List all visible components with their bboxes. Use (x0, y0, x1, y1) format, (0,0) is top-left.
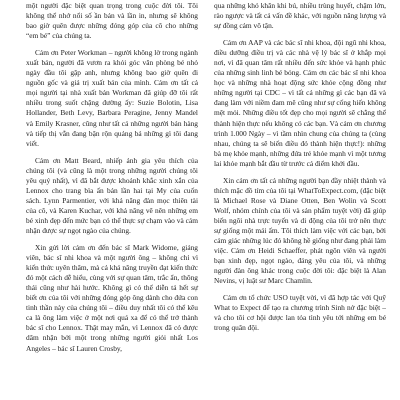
right-column (214, 1, 386, 400)
paragraph: Xin gửi lời cảm ơn đến bác sĩ Mark Widome, giảng viên, bác sĩ nhi khoa và một người ông – không chỉ vì kiến thức uyên thâm, mà cả khả năng truyền đạt kiến thức đó một cách dễ hiểu, cùng với sự quan tâm, trắc ẩn, thông thái cũng như hài hước. Không gì có thể diễn tả hết sự biết ơn của tôi với những đóng góp ông dành cho đứa con tinh thần này của chúng tôi – điều duy nhất tôi có thể kêu ca là ông làm việc ở một nơi quá xa để có thể trở thành bác sĩ cho Lennox. Thật may mắn, vì Lennox đã có được dâm nhận bởi một trong những người giỏi nhất Los Angeles – bác sĩ Lauren Crosby, (26, 243, 198, 353)
paragraph: Cảm ơn Peter Workman – người không lờ trong ngành xuất bản, người đã vươn ra khỏi góc văn phòng bé nhỏ ngày đầu tôi gặp anh, nhưng không bao giờ quên đi nguồn gốc và giá trị xuất bản của mình. Cảm ơn tất cả mọi người tại nhà xuất bản Workman đã giúp đỡ tôi rất nhiều trong suốt chặng đường ấy: Suzie Bolotin, Lisa Hollander, Beth Levy, Barbara Peragine, Jenny Mandel và Emily Krasner, cũng như tất cả những người bán hàng và tiếp thị vẫn đang bận rộn quảng bá những gì tôi đang viết. (26, 48, 198, 148)
paragraph: Xin cảm ơn tất cả những người bạn đầy nhiệt thành và thích mặc đồ tím của tôi tại WhatToExpect.com, (đặc biệt là Michael Rose và Diane Otten, Ben Wolin và Scott Wolf, nhóm chính của tôi và sản phẩm tuyệt vời) đã giúp biến ngôi nhà trực tuyến và di động của tôi trở nên thực sự giống một mái ấm. Tôi thích làm việc với các bạn, bởi cảm giác những lúc đó không hề giống như đang phải làm việc. Cảm ơn Heidi Schaeffer, phát ngôn viên và người bạn xinh đẹp, ngọt ngào, đáng yêu của tôi, và những người đàn ông khác trong cuộc đời tôi: đặc biệt là Alan Nevins, vị luật sư Marc Chamlin. (214, 175, 387, 286)
paragraph: Cảm ơn AAP và các bác sĩ nhi khoa, đội ngũ nhi khoa, điều dưỡng điều trị và các nhà vệ lý bác sĩ ở khắp mọi nơi, vì đã quan tâm rất nhiều đến sức khỏe và hạnh phúc của những sinh linh bé bỏng. Cảm ơn các bác sĩ nhi khoa học và những nhà hoạt động sức khỏe cộng đồng như những người tại CDC – vì tất cả những gì các bạn đã và đang làm với niềm đam mê cũng như sự cống hiến không mệt mỏi. Những điều tốt đẹp cho mọi người sẽ chẳng thể thành hiện thực nếu không có các bạn. Và cảm ơn chương trình 1.000 Ngày – vì tầm nhìn chung của chúng ta (cùng nhau, chúng ta sẽ biến điều đó thành hiện thực!): những bà mẹ khỏe mạnh, những đứa trẻ khỏe mạnh vì một tương lai khỏe mạnh bắt đầu từ trước cả điểm khởi đầu. (214, 38, 386, 168)
paragraph: một người đặc biệt quan trọng trong cuộc đời tôi. Tôi không thể nhớ nổi số ần bản và lần in, nhưng sẽ không bao giờ quên được những đóng góp của cô cho những “em bé” của chúng ta. (26, 1, 198, 41)
left-column (26, 1, 198, 400)
paragraph: qua những khó khăn khi bú, nhiều trùng huyết, chậm lớn, rào ngược và tất cả vấn đề khác, với nguồn năng lượng và sự đồng cảm vô tận. (214, 1, 386, 31)
paragraph: Cảm ơn Matt Beard, nhiếp ảnh gia yêu thích của chúng tôi (và cũng là một trong những người chúng tôi yêu quý nhất), vì đã bắt được khoảnh khắc xinh xắn của Lennox cho trang bìa ấn bản lần hai tại My của cuốn sách. Lynn Parmentier, với khả năng đàn mọc thiên tài của cô, và Karen Kuchar, với khả năng vẽ nên những em bé xinh đẹp đến mức bạn có thể thực sự chạm vào và cảm nhận được sự ngọt ngào của chúng. (26, 155, 198, 235)
paragraph: Cảm ơn tổ chức USO tuyệt vời, vì đã hợp tác với Quỹ What to Expect để tạo ra chương trình Sinh nở đặc biệt – và cho tôi cơ hội được lan tỏa tình yêu tới những em bé trong quân đội. (214, 293, 386, 333)
